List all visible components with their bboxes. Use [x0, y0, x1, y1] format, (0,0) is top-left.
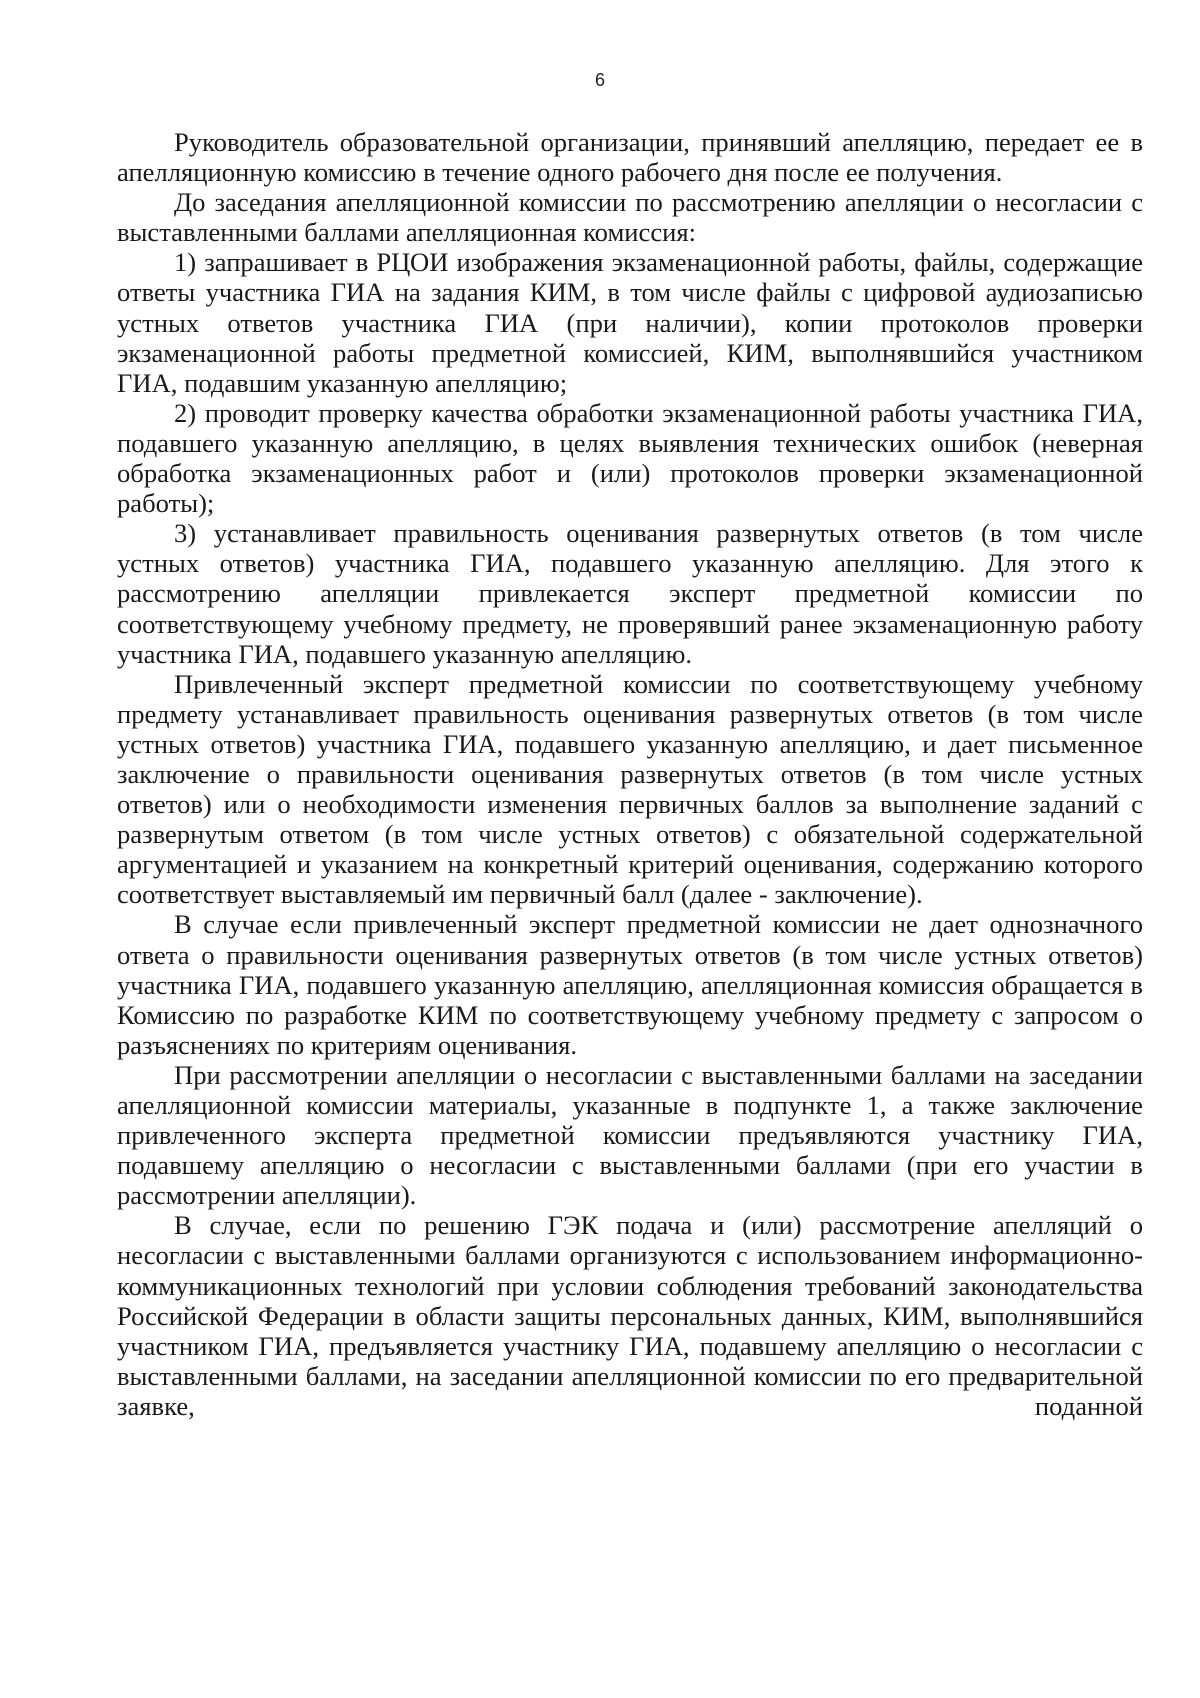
- page-number: 6: [594, 70, 605, 90]
- paragraph: Привлеченный эксперт предметной комиссии по соответствующему учебному предмету устанавливает правильность оценивания развернутых ответов (в том числе устных ответов) участника ГИА, подавшего указанную апелляцию, и дает письменное заключение о правильности оценивания развернутых ответов (в том числе устных ответов) или о необходимости изменения первичных баллов за выполнение заданий с развернутым ответом (в том числе устных ответов) с обязательной содержательной аргументацией и указанием на конкретный критерий оценивания, содержанию которого соответствует выставляемый им первичный балл (далее - заключение).: [117, 668, 1143, 910]
- paragraph: Руководитель образовательной организации, принявший апелляцию, передает ее в апелляционную комиссию в течение одного рабочего дня после ее получения.: [117, 127, 1143, 188]
- paragraph: 2) проводит проверку качества обработки экзаменационной работы участника ГИА, подавшего указанную апелляцию, в целях выявления технических ошибок (неверная обработка экзаменационных работ и (или) протоколов проверки экзаменационной работы);: [117, 397, 1143, 519]
- paragraph: В случае если привлеченный эксперт предметной комиссии не дает однозначного ответа о правильности оценивания развернутых ответов (в том числе устных ответов) участника ГИА, подавшего указанную апелляцию, апелляционная комиссия обращается в Комиссию по разработке КИМ по соответствующему учебному предмету с запросом о разъяснениях по критериям оценивания.: [117, 909, 1143, 1060]
- paragraph: При рассмотрении апелляции о несогласии с выставленными баллами на заседании апелляционной комиссии материалы, указанные в подпункте 1, а также заключение привлеченного эксперта предметной комиссии предъявляются участнику ГИА, подавшему апелляцию о несогласии с выставленными баллами (при его участии в рассмотрении апелляции).: [117, 1059, 1143, 1211]
- paragraph: До заседания апелляционной комиссии по рассмотрению апелляции о несогласии с выставленными баллами апелляционная комиссия:: [117, 187, 1143, 248]
- paragraph: В случае, если по решению ГЭК подача и (или) рассмотрение апелляций о несогласии с выставленными баллами организуются с использованием информационно-коммуникационных технологий при условии соблюдения требований законодательства Российской Федерации в области защиты персональных данных, КИМ, выполнявшийся участником ГИА, предъявляется участнику ГИА, подавшему апелляцию о несогласии с выставленными баллами, на заседании апелляционной комиссии по его предварительной заявке, поданной: [117, 1210, 1143, 1421]
- paragraph: 1) запрашивает в РЦОИ изображения экзаменационной работы, файлы, содержащие ответы участника ГИА на задания КИМ, в том числе файлы с цифровой аудиозаписью устных ответов участника ГИА (при наличии), копии протоколов проверки экзаменационной работы предметной комиссией, КИМ, выполнявшийся участником ГИА, подавшим указанную апелляцию;: [117, 247, 1143, 398]
- paragraph: 3) устанавливает правильность оценивания развернутых ответов (в том числе устных ответов) участника ГИА, подавшего указанную апелляцию. Для этого к рассмотрению апелляции привлекается эксперт предметной комиссии по соответствующему учебному предмету, не проверявший ранее экзаменационную работу участника ГИА, подавшего указанную апелляцию.: [117, 518, 1143, 669]
- document-body: [117, 127, 1143, 1421]
